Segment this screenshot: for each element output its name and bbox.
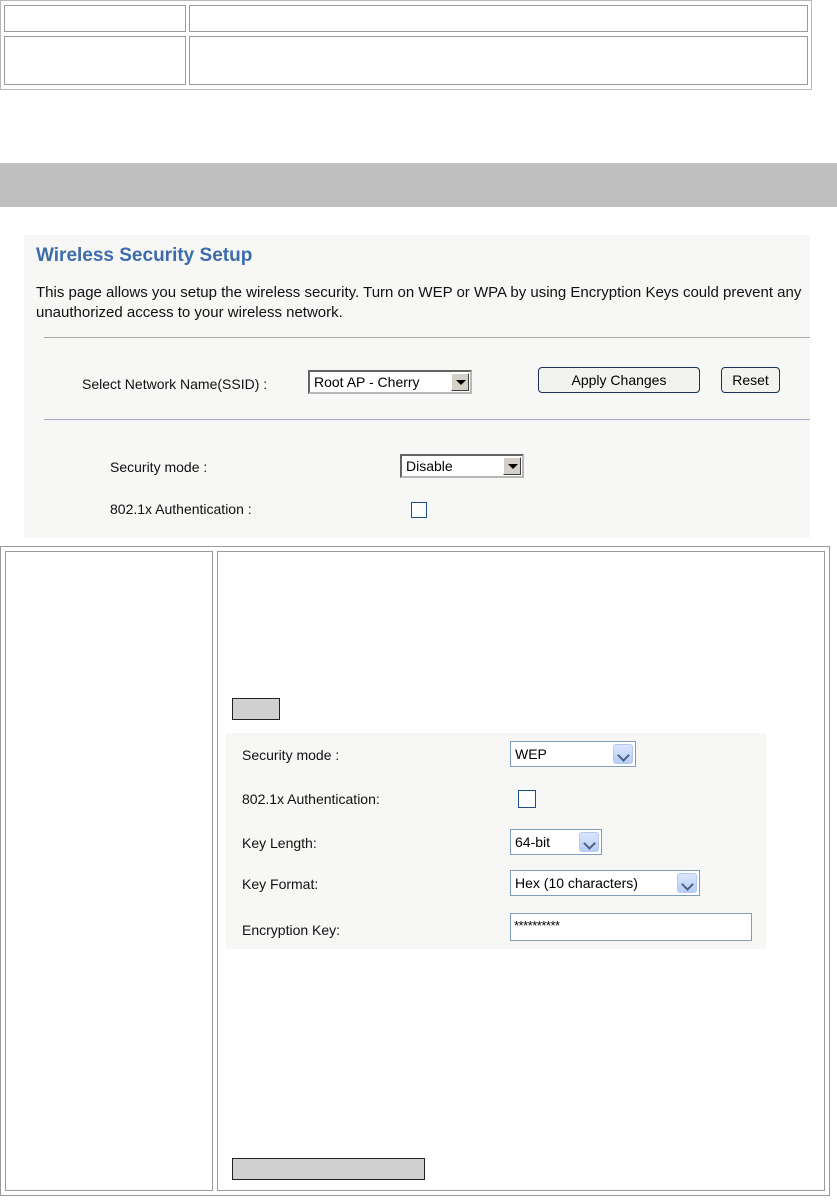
chevron-down-icon	[579, 832, 599, 852]
key-length-select[interactable]	[510, 829, 602, 855]
key-length-value: 64-bit	[515, 834, 551, 850]
ssid-label: Select Network Name(SSID) :	[82, 376, 268, 392]
gray-label-box	[232, 698, 280, 720]
gray-label-box	[232, 1158, 425, 1180]
security-mode-select[interactable]	[510, 741, 636, 767]
page-description: This page allows you setup the wireless security. Turn on WEP or WPA by using Encryption Keys could prevent any unauthorized access to your wireless network.	[36, 284, 802, 321]
table-cell	[5, 551, 213, 1191]
auth-label: 802.1x Authentication :	[110, 501, 252, 517]
security-mode-value: WEP	[515, 746, 547, 762]
security-mode-label: Security mode :	[242, 747, 340, 763]
wep-settings-screenshot	[226, 733, 766, 949]
divider	[44, 419, 810, 420]
table-cell	[4, 5, 186, 32]
table-cell	[189, 36, 808, 85]
table-cell	[4, 36, 186, 85]
chevron-down-icon	[677, 873, 697, 893]
encryption-key-label: Encryption Key:	[242, 922, 341, 938]
key-format-value: Hex (10 characters)	[515, 875, 638, 891]
security-mode-value: Disable	[406, 458, 453, 474]
security-mode-select[interactable]	[400, 454, 524, 478]
page-title: Wireless Security Setup	[36, 245, 253, 266]
section-header-bar	[0, 163, 837, 207]
wireless-security-screenshot	[24, 235, 810, 538]
key-format-label: Key Format:	[242, 876, 319, 892]
security-mode-label: Security mode :	[110, 459, 208, 475]
key-length-label: Key Length:	[242, 835, 317, 851]
divider	[44, 337, 810, 338]
apply-changes-button[interactable]: Apply Changes	[538, 367, 700, 393]
top-table	[0, 0, 812, 90]
table-cell	[189, 5, 808, 32]
encryption-key-value: **********	[514, 918, 560, 933]
auth-checkbox[interactable]	[518, 790, 536, 808]
ssid-select[interactable]	[308, 370, 472, 394]
chevron-down-icon	[503, 457, 521, 475]
reset-button[interactable]: Reset	[721, 367, 780, 393]
chevron-down-icon	[451, 373, 469, 391]
chevron-down-icon	[613, 744, 633, 764]
key-format-select[interactable]	[510, 870, 700, 896]
auth-checkbox[interactable]	[411, 502, 427, 518]
ssid-select-value: Root AP - Cherry	[314, 374, 420, 390]
encryption-key-input[interactable]	[510, 913, 752, 941]
auth-label: 802.1x Authentication:	[242, 791, 380, 807]
